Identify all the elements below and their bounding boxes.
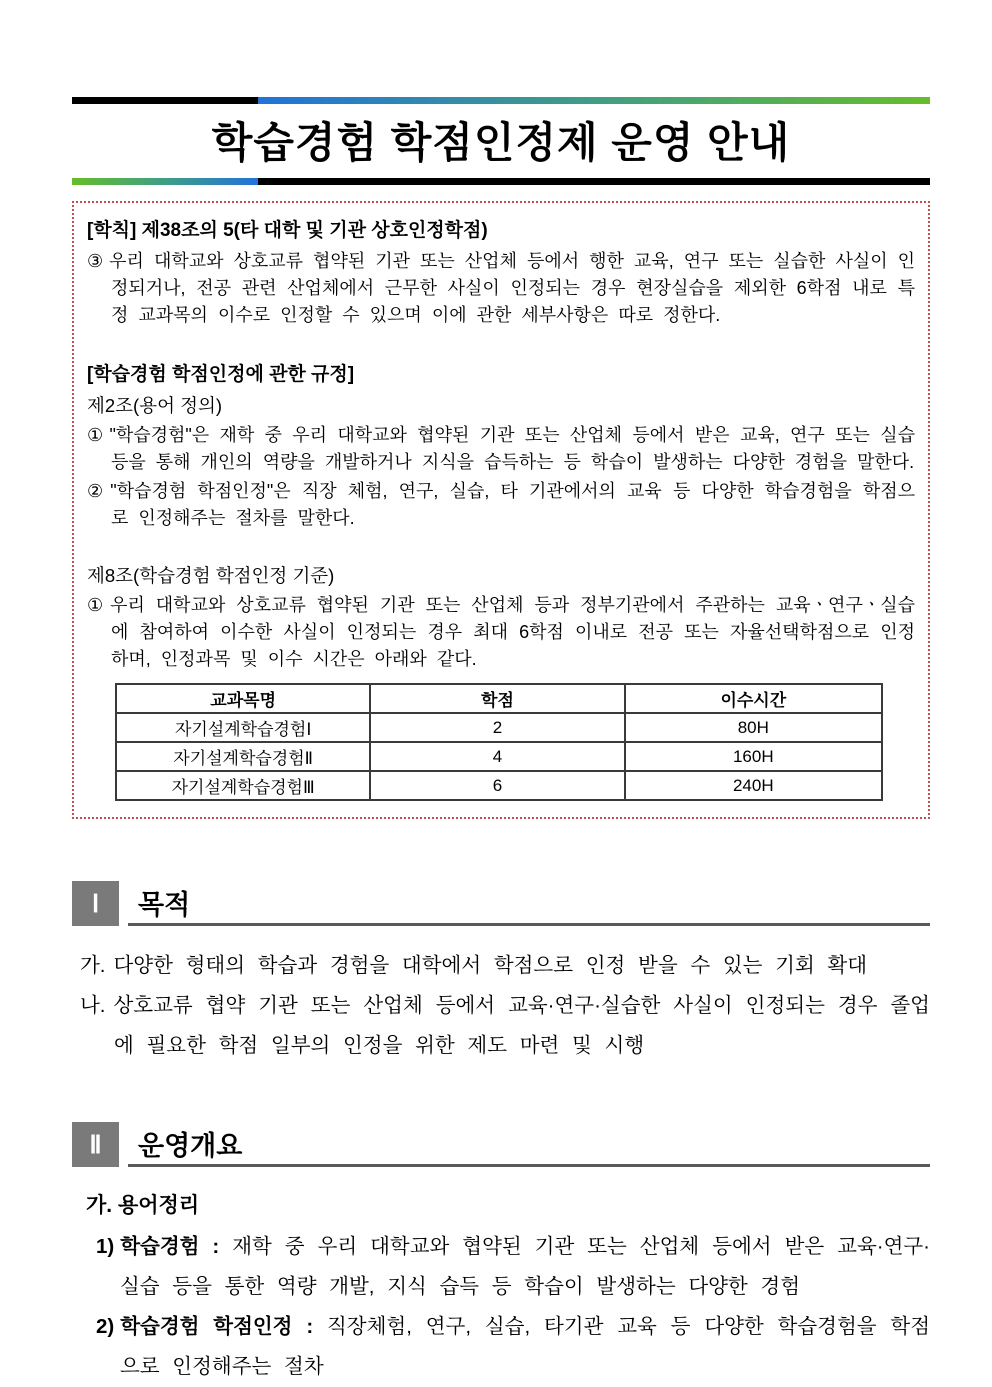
regulation-title: [학습경험 학점인정에 관한 규정] [87,364,355,385]
banner-top-bar [72,97,930,104]
item-text: 우리 대학교와 상호교류 협약된 기관 또는 산업체 등과 정부기관에서 주관하는 교육ㆍ연구ㆍ실습에 참여하여 이수한 사실이 인정되는 경우 최대 6학점 이내로 전공 또는 자율선택학점으로 인정하며, 인정과목 및 이수 시간은 아래와 같다. [110,595,915,669]
credits-cell: 2 [370,713,624,742]
section-overview [72,1122,930,1387]
title-banner [72,97,930,185]
regulation-notice-box [72,201,930,819]
table-header-subject: 교과목명 [116,684,370,713]
item-marker: 2) [96,1315,115,1338]
item-text: 다양한 형태의 학습과 경험을 대학에서 학점으로 인정 받을 수 있는 기회 확대 [113,954,868,977]
table-header-hours: 이수시간 [625,684,882,713]
term-text: 재학 중 우리 대학교와 협약된 기관 또는 산업체 등에서 받은 교육·연구·실습 등을 통한 역량 개발, 지식 습득 등 학습이 발생하는 다양한 경험 [120,1235,931,1298]
section-number-badge: Ⅱ [72,1122,119,1167]
item-text: "학습경험 학점인정"은 직장 체험, 연구, 실습, 타 기관에서의 교육 등 다양한 학습경험을 학점으로 인정해주는 절차를 말한다. [110,481,915,528]
credit-recognition-table [115,683,883,801]
table-header-credits: 학점 [370,684,624,713]
table-row [116,771,882,800]
item-text: 우리 대학교와 상호교류 협약된 기관 또는 산업체 등에서 행한 교육, 연구 또는 실습한 사실이 인정되거나, 전공 관련 산업체에서 근무한 사실이 인정되는 경우 현장실습을 제외한 6학점 내로 특정 교과목의 이수로 인정할 수 있으며 이에 관한 세부사항은 따로 정한다. [109,251,915,325]
table-row [116,742,882,771]
section-number-badge: Ⅰ [72,881,119,926]
spacer [87,331,915,355]
term-item-2 [96,1307,930,1387]
item-marker: ③ [87,251,104,271]
subject-cell: 자기설계학습경험Ⅰ [116,713,370,742]
credits-cell: 4 [370,742,624,771]
terms-subtitle: 가. 용어정리 [86,1194,200,1217]
article-8-item-1 [87,592,915,673]
term-label: 학습경험 학점인정 [120,1315,293,1338]
subject-cell: 자기설계학습경험Ⅲ [116,771,370,800]
banner-bottom-bar-black-segment [258,178,930,185]
term-label: 학습경험 [120,1235,200,1258]
term-separator: : [292,1315,327,1338]
article-8-title: 제8조(학습경험 학점인정 기준) [87,565,335,586]
credits-cell: 6 [370,771,624,800]
section-overview-heading [72,1122,930,1167]
spacer [87,534,915,558]
item-marker: 나. [80,994,106,1017]
purpose-item-na [80,986,930,1066]
terms-item-list [96,1227,930,1387]
article-2-item-1 [87,422,915,476]
item-marker: 1) [96,1235,115,1258]
hours-cell: 240H [625,771,882,800]
term-item-1 [96,1227,930,1307]
table-row [116,713,882,742]
item-marker: ② [87,481,105,501]
hours-cell: 160H [625,742,882,771]
school-rule-title: [학칙] 제38조의 5(타 대학 및 기관 상호인정학점) [87,220,488,241]
section-purpose-heading [72,881,930,926]
section-purpose [72,881,930,1066]
term-separator: : [199,1235,233,1258]
hours-cell: 80H [625,713,882,742]
item-marker: ① [87,595,105,615]
item-text: "학습경험"은 재학 중 우리 대학교와 협약된 기관 또는 산업체 등에서 받은 교육, 연구 또는 실습 등을 통해 개인의 역량을 개발하거나 지식을 습득하는 등 학습이 발생하는 다양한 경험을 말한다. [109,425,915,472]
banner-bottom-bar-gradient-segment [72,178,258,185]
banner-top-bar-black-segment [72,97,258,104]
item-marker: ① [87,425,104,445]
article-2-title: 제2조(용어 정의) [87,395,222,416]
purpose-item-list [80,946,930,1066]
term-text: 직장체험, 연구, 실습, 타기관 교육 등 다양한 학습경험을 학점으로 인정해주는 절차 [120,1315,931,1378]
subject-cell: 자기설계학습경험Ⅱ [116,742,370,771]
item-marker: 가. [80,954,106,977]
item-text: 상호교류 협약 기관 또는 산업체 등에서 교육·연구·실습한 사실이 인정되는 경우 졸업에 필요한 학점 일부의 인정을 위한 제도 마련 및 시행 [113,994,930,1057]
school-rule-item-3 [87,248,915,329]
document-title: 학습경험 학점인정제 운영 안내 [211,119,791,166]
section-title: 운영개요 [128,1122,930,1167]
banner-top-bar-gradient-segment [258,97,930,104]
banner-bottom-bar [72,178,930,185]
article-2-item-2 [87,478,915,532]
purpose-item-ga [80,946,930,986]
table-header-row [116,684,882,713]
section-title: 목적 [128,881,930,926]
